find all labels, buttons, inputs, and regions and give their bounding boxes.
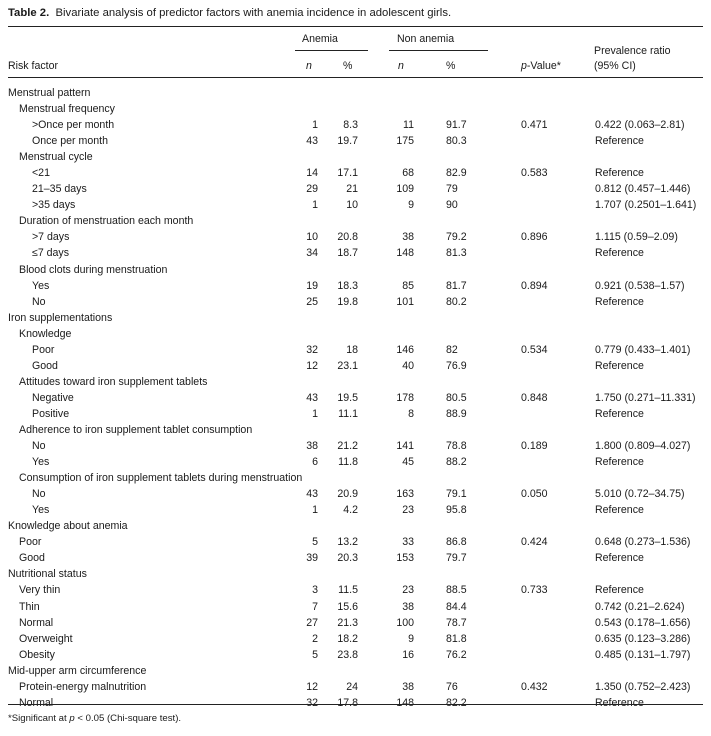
cell-pr: 0.485 (0.131–1.797) — [595, 648, 691, 661]
cell-an: 38 — [306, 440, 318, 453]
cell-pr: Reference — [595, 135, 644, 148]
cell-np: 80.2 — [446, 295, 467, 308]
cell-nn: 33 — [402, 536, 414, 549]
cell-an: 1 — [312, 504, 318, 517]
cell-ap: 15.6 — [337, 600, 358, 613]
cell-np: 81.8 — [446, 632, 467, 645]
table-row — [0, 230, 711, 246]
non-anemia-group-line — [389, 50, 488, 51]
cell-an: 5 — [312, 648, 318, 661]
header-p-italic: p — [521, 60, 527, 72]
cell-pr: 0.422 (0.063–2.81) — [595, 119, 685, 132]
cell-label: ≤7 days — [32, 247, 70, 260]
table-footnote — [8, 713, 181, 724]
header-p-value — [521, 60, 561, 73]
cell-pv: 0.733 — [521, 584, 548, 597]
cell-ap: 19.7 — [337, 135, 358, 148]
cell-nn: 85 — [402, 279, 414, 292]
table-row — [0, 616, 711, 632]
table-row — [0, 600, 711, 616]
cell-label: Consumption of iron supplement tablets during menstruation — [19, 472, 303, 485]
cell-label: Obesity — [19, 648, 55, 661]
cell-nn: 148 — [396, 247, 414, 260]
cell-np: 91.7 — [446, 119, 467, 132]
cell-pr: 5.010 (0.72–34.75) — [595, 488, 685, 501]
cell-an: 10 — [306, 231, 318, 244]
cell-pr: 1.115 (0.59–2.09) — [595, 231, 678, 244]
cell-np: 79.1 — [446, 488, 467, 501]
section-header-row — [0, 519, 711, 535]
anemia-group-line — [295, 50, 368, 51]
cell-nn: 178 — [396, 391, 414, 404]
cell-pr: 1.707 (0.2501–1.641) — [595, 199, 697, 212]
cell-np: 82.2 — [446, 696, 467, 709]
cell-pv: 0.189 — [521, 440, 548, 453]
cell-ap: 10 — [346, 199, 358, 212]
cell-label: Negative — [32, 391, 74, 404]
cell-np: 82.9 — [446, 167, 467, 180]
cell-pr: 0.921 (0.538–1.57) — [595, 279, 685, 292]
cell-pr: 1.350 (0.752–2.423) — [595, 680, 691, 693]
table-row — [0, 680, 711, 696]
cell-label: Normal — [19, 616, 54, 629]
cell-an: 27 — [306, 616, 318, 629]
cell-ap: 11.8 — [338, 456, 358, 469]
cell-nn: 38 — [402, 231, 414, 244]
cell-nn: 8 — [408, 407, 414, 420]
cell-label: Normal — [19, 696, 54, 709]
cell-nn: 175 — [396, 135, 414, 148]
cell-nn: 38 — [402, 680, 414, 693]
cell-an: 39 — [306, 552, 318, 565]
cell-an: 1 — [312, 199, 318, 212]
table-row — [0, 198, 711, 214]
subsection-header-row — [0, 263, 711, 279]
cell-label: No — [32, 295, 46, 308]
cell-ap: 20.8 — [337, 231, 358, 244]
table-row — [0, 583, 711, 599]
cell-nn: 23 — [402, 584, 414, 597]
subsection-header-row — [0, 375, 711, 391]
cell-np: 80.5 — [446, 391, 467, 404]
cell-an: 43 — [306, 135, 318, 148]
cell-np: 88.9 — [446, 407, 467, 420]
cell-nn: 101 — [396, 295, 414, 308]
cell-pv: 0.534 — [521, 343, 548, 356]
cell-an: 1 — [312, 119, 318, 132]
table-row — [0, 632, 711, 648]
cell-label: Menstrual pattern — [8, 87, 91, 99]
subsection-header-row — [0, 423, 711, 439]
table-row — [0, 407, 711, 423]
cell-label: >Once per month — [32, 119, 115, 132]
cell-ap: 20.9 — [337, 488, 358, 501]
cell-np: 76.2 — [446, 648, 467, 661]
subsection-header-row — [0, 102, 711, 118]
cell-pv: 0.583 — [521, 167, 548, 180]
cell-ap: 17.8 — [337, 696, 358, 709]
cell-pr: Reference — [595, 584, 644, 597]
cell-nn: 11 — [403, 119, 414, 132]
cell-an: 6 — [312, 456, 318, 469]
cell-ap: 23.8 — [337, 648, 358, 661]
cell-label: Adherence to iron supplement tablet consumption — [19, 423, 253, 436]
cell-ap: 8.3 — [343, 119, 358, 132]
cell-nn: 146 — [396, 343, 414, 356]
cell-an: 12 — [306, 359, 318, 372]
cell-pr: 0.779 (0.433–1.401) — [595, 343, 691, 356]
cell-an: 25 — [306, 295, 318, 308]
bottom-rule — [8, 704, 703, 705]
cell-label: Good — [32, 359, 58, 372]
cell-label: Poor — [19, 536, 42, 549]
header-non-anemia-percent: % — [446, 60, 456, 72]
cell-ap: 21.3 — [337, 616, 358, 629]
cell-np: 88.2 — [446, 456, 467, 469]
cell-nn: 68 — [402, 167, 414, 180]
cell-nn: 16 — [402, 648, 414, 661]
cell-np: 82 — [446, 343, 458, 356]
cell-pv: 0.896 — [521, 231, 548, 244]
table-row — [0, 391, 711, 407]
cell-pv: 0.432 — [521, 680, 548, 693]
table-row — [0, 439, 711, 455]
cell-pr: Reference — [595, 504, 644, 517]
cell-an: 43 — [306, 488, 318, 501]
cell-an: 19 — [306, 279, 318, 292]
table-row — [0, 182, 711, 198]
section-header-row — [0, 664, 711, 680]
cell-label: 21–35 days — [32, 183, 87, 196]
subsection-header-row — [0, 150, 711, 166]
cell-nn: 45 — [402, 456, 414, 469]
cell-label: Once per month — [32, 135, 108, 148]
header-non-anemia: Non anemia — [397, 33, 455, 45]
cell-np: 78.8 — [446, 440, 467, 453]
header-non-anemia-n-text: n — [398, 60, 404, 72]
cell-pr: 1.750 (0.271–11.331) — [595, 391, 696, 404]
subsection-header-row — [0, 214, 711, 230]
cell-pv: 0.424 — [521, 536, 548, 549]
table-row — [0, 455, 711, 471]
footnote-prefix: *Significant at — [8, 713, 70, 724]
table-row — [0, 551, 711, 567]
cell-ap: 24 — [346, 680, 358, 693]
cell-np: 84.4 — [446, 600, 467, 613]
cell-label: Duration of menstruation each month — [19, 215, 194, 228]
table-row — [0, 118, 711, 134]
cell-label: >35 days — [32, 199, 76, 212]
table-row — [0, 246, 711, 262]
cell-ap: 18.3 — [337, 279, 358, 292]
subsection-header-row — [0, 327, 711, 343]
cell-ap: 21 — [346, 183, 358, 196]
cell-np: 76 — [446, 680, 458, 693]
cell-label: Poor — [32, 343, 55, 356]
cell-label: Very thin — [19, 584, 61, 597]
cell-pr: Reference — [595, 247, 644, 260]
table-number: Table 2. — [8, 7, 50, 19]
cell-pr: 0.635 (0.123–3.286) — [595, 632, 691, 645]
cell-label: Menstrual frequency — [19, 103, 115, 116]
cell-np: 79.2 — [446, 231, 467, 244]
cell-pr: Reference — [595, 295, 644, 308]
cell-label: No — [32, 488, 46, 501]
table-row — [0, 503, 711, 519]
header-anemia: Anemia — [302, 33, 338, 45]
cell-an: 2 — [312, 632, 318, 645]
table-row — [0, 343, 711, 359]
cell-pr: 0.648 (0.273–1.536) — [595, 536, 691, 549]
footnote-p: p — [69, 713, 75, 724]
cell-pr: 1.800 (0.809–4.027) — [595, 440, 691, 453]
cell-pr: Reference — [595, 167, 644, 180]
cell-np: 79 — [446, 183, 458, 196]
section-header-row — [0, 567, 711, 583]
cell-an: 43 — [306, 391, 318, 404]
cell-np: 88.5 — [446, 584, 467, 597]
cell-ap: 4.2 — [343, 504, 358, 517]
cell-nn: 163 — [396, 488, 414, 501]
header-anemia-percent: % — [343, 60, 353, 72]
header-prevalence-ratio: Prevalence ratio — [594, 45, 671, 57]
cell-np: 79.7 — [446, 552, 467, 565]
header-risk-factor: Risk factor — [8, 60, 59, 72]
cell-an: 14 — [306, 167, 318, 180]
cell-nn: 38 — [402, 600, 414, 613]
cell-label: Good — [19, 552, 45, 565]
table-title: Bivariate analysis of predictor factors with anemia incidence in adolescent girls. — [55, 7, 452, 19]
cell-np: 78.7 — [446, 616, 467, 629]
cell-an: 29 — [306, 183, 318, 196]
cell-label: Overweight — [19, 632, 73, 645]
cell-pv: 0.848 — [521, 391, 548, 404]
table-body — [0, 86, 711, 712]
cell-pr: Reference — [595, 359, 644, 372]
cell-nn: 141 — [396, 440, 414, 453]
table-row — [0, 295, 711, 311]
cell-label: Knowledge about anemia — [8, 520, 128, 533]
cell-an: 3 — [312, 584, 318, 597]
table-row — [0, 535, 711, 551]
cell-label: Iron supplementations — [8, 311, 113, 324]
table-row — [0, 166, 711, 182]
header-anemia-n — [306, 60, 312, 73]
cell-label: Mid-upper arm circumference — [8, 664, 147, 677]
cell-an: 32 — [306, 343, 318, 356]
cell-pr: 0.742 (0.21–2.624) — [595, 600, 685, 613]
cell-label: >7 days — [32, 231, 70, 244]
cell-an: 7 — [312, 600, 318, 613]
cell-np: 95.8 — [446, 504, 467, 517]
table-row — [0, 648, 711, 664]
cell-np: 80.3 — [446, 135, 467, 148]
cell-nn: 9 — [408, 199, 414, 212]
table-row — [0, 487, 711, 503]
cell-ap: 11.1 — [338, 407, 358, 420]
cell-nn: 153 — [396, 552, 414, 565]
cell-an: 32 — [306, 696, 318, 709]
cell-label: Thin — [19, 600, 40, 613]
footnote-suffix: < 0.05 (Chi-square test). — [74, 713, 182, 724]
cell-pr: 0.812 (0.457–1.446) — [595, 183, 691, 196]
cell-ap: 20.3 — [337, 552, 358, 565]
table-caption — [8, 7, 451, 19]
cell-ap: 21.2 — [337, 440, 358, 453]
cell-label: Menstrual cycle — [19, 151, 93, 164]
table-row — [0, 279, 711, 295]
cell-np: 81.7 — [446, 279, 467, 292]
table-row — [0, 359, 711, 375]
cell-pr: Reference — [595, 696, 644, 709]
table-row — [0, 134, 711, 150]
cell-ap: 18.7 — [337, 247, 358, 260]
cell-nn: 148 — [396, 696, 414, 709]
cell-an: 12 — [306, 680, 318, 693]
cell-label: Protein-energy malnutrition — [19, 680, 147, 693]
cell-nn: 40 — [402, 359, 414, 372]
cell-pr: Reference — [595, 552, 644, 565]
cell-nn: 100 — [396, 616, 414, 629]
cell-label: Yes — [32, 456, 50, 469]
cell-ap: 11.5 — [338, 584, 358, 597]
cell-np: 81.3 — [446, 247, 467, 260]
cell-ap: 23.1 — [337, 359, 358, 372]
cell-ap: 13.2 — [337, 536, 358, 549]
cell-ap: 18 — [346, 343, 358, 356]
cell-label: <21 — [32, 167, 50, 180]
subsection-header-row — [0, 471, 711, 487]
cell-label: Attitudes toward iron supplement tablets — [19, 375, 208, 388]
cell-an: 1 — [312, 407, 318, 420]
cell-pr: 0.543 (0.178–1.656) — [595, 616, 691, 629]
cell-pr: Reference — [595, 456, 644, 469]
cell-label: Yes — [32, 279, 50, 292]
cell-label: Blood clots during menstruation — [19, 263, 168, 276]
cell-np: 86.8 — [446, 536, 467, 549]
header-anemia-n-text: n — [306, 60, 312, 72]
cell-pr: Reference — [595, 407, 644, 420]
header-rule — [8, 77, 703, 78]
header-ci: (95% CI) — [594, 60, 636, 72]
cell-nn: 109 — [396, 183, 414, 196]
section-header-row — [0, 86, 711, 102]
cell-an: 34 — [306, 247, 318, 260]
cell-pv: 0.471 — [521, 119, 548, 132]
cell-np: 90 — [446, 199, 458, 212]
cell-np: 76.9 — [446, 359, 467, 372]
cell-nn: 9 — [408, 632, 414, 645]
cell-label: Knowledge — [19, 327, 72, 340]
cell-ap: 19.8 — [337, 295, 358, 308]
cell-label: No — [32, 440, 46, 453]
cell-nn: 23 — [402, 504, 414, 517]
cell-ap: 18.2 — [337, 632, 358, 645]
cell-an: 5 — [312, 536, 318, 549]
header-non-anemia-n — [398, 60, 404, 73]
cell-ap: 19.5 — [337, 391, 358, 404]
cell-pv: 0.894 — [521, 279, 548, 292]
cell-label: Yes — [32, 504, 50, 517]
cell-ap: 17.1 — [337, 167, 358, 180]
cell-label: Positive — [32, 407, 70, 420]
top-rule — [8, 26, 703, 27]
header-p-rest: -Value* — [526, 60, 561, 72]
cell-label: Nutritional status — [8, 568, 87, 581]
cell-pv: 0.050 — [521, 488, 548, 501]
section-header-row — [0, 311, 711, 327]
